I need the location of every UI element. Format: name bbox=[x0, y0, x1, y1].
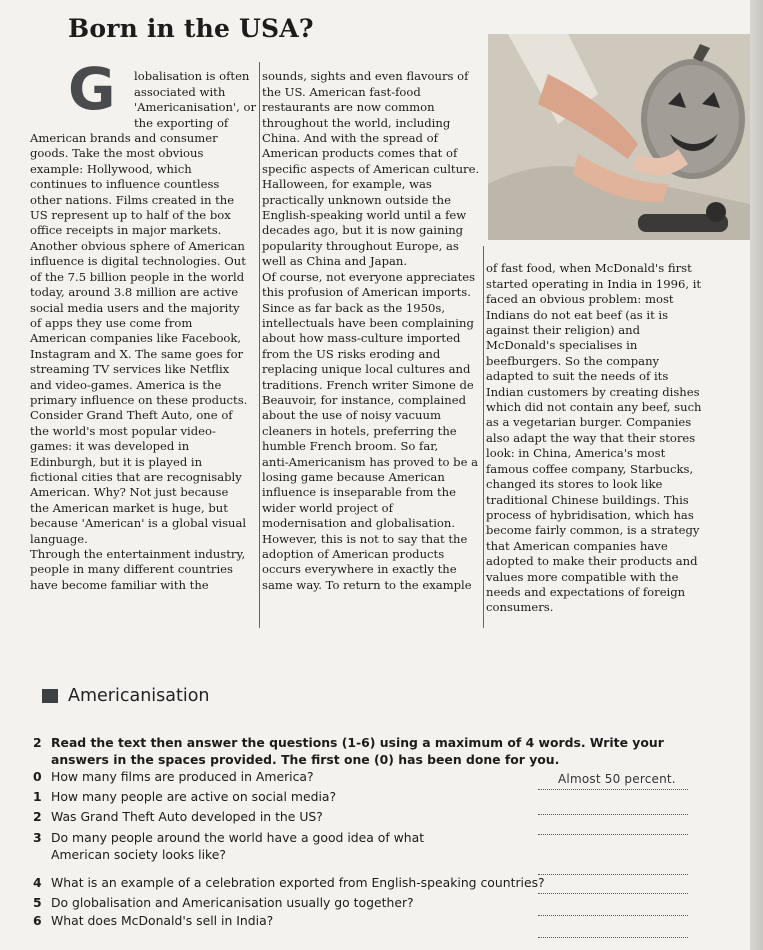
column-1-line: the American market is huge, but bbox=[30, 500, 228, 515]
column-1-line: office receipts in major markets. bbox=[30, 223, 222, 238]
column-1-line: social media users and the majority bbox=[30, 300, 240, 315]
question-text: Do many people around the world have a good idea of what American society looks like? bbox=[51, 830, 425, 862]
answer-field-6[interactable] bbox=[538, 920, 688, 938]
halloween-pumpkin-photo bbox=[488, 34, 750, 240]
question-number: 2 bbox=[33, 809, 42, 824]
article-title: Born in the USA? bbox=[68, 14, 314, 43]
question-text: How many films are produced in America? bbox=[51, 769, 314, 784]
column-1-line: American companies like Facebook, bbox=[30, 331, 242, 346]
question-text: What is an example of a celebration exported from English-speaking countries? bbox=[51, 875, 545, 890]
column-1-line: Consider Grand Theft Auto, one of bbox=[30, 408, 233, 423]
answer-field-5[interactable] bbox=[538, 898, 688, 916]
question-number: 3 bbox=[33, 830, 42, 845]
question-text: What does McDonald's sell in India? bbox=[51, 913, 274, 928]
question-text: Was Grand Theft Auto developed in the US? bbox=[51, 809, 323, 824]
column-1-line: of the 7.5 billion people in the world bbox=[30, 269, 245, 284]
question-number: 1 bbox=[33, 789, 42, 804]
article-column-1 bbox=[30, 54, 268, 609]
column-1-line: other nations. Films created in the bbox=[30, 192, 235, 207]
drop-cap: G bbox=[68, 55, 116, 123]
column-1-line: games: it was developed in bbox=[30, 439, 190, 454]
column-2-text: sounds, sights and even flavours of the US. American fast-food restaurants are now common throughout the world, including China. And with the spread of American products comes that of specific aspects of American culture. Halloween, for example, was practically unknown outside the English-speaking world until a few decades ago, but it is now gaining popularity throughout Europe, as well as China and Japan. Of course, not everyone appreciates this profusion of American imports. Since as far back as the 1950s, intellectuals have been complaining about how mass-culture imported from the US risks eroding and replacing unique local cultures and traditions. French writer Simone de Beauvoir, for instance, complained about the use of noisy vacuum cleaners in hotels, preferring the humble French broom. So far, anti-Americanism has proved to be a losing game because American influence is inseparable from the wider world project of modernisation and globalisation. However, this is not to say that the adoption of American products occurs everywhere in exactly the same way. To return to the example bbox=[262, 69, 480, 592]
column-1-line: because 'American' is a global visual bbox=[30, 516, 247, 531]
article-column-2 bbox=[262, 54, 486, 609]
column-1-line: have become familiar with the bbox=[30, 577, 209, 592]
question-number: 0 bbox=[33, 769, 42, 784]
column-1-line: primary influence on these products. bbox=[30, 392, 248, 407]
question-4 bbox=[33, 874, 553, 891]
column-1-line: lobalisation is often bbox=[134, 69, 250, 84]
question-text: How many people are active on social media? bbox=[51, 789, 337, 804]
task-instruction bbox=[33, 734, 693, 768]
column-divider-2 bbox=[483, 246, 484, 628]
question-5 bbox=[33, 894, 473, 911]
task-number: 2 bbox=[33, 735, 42, 750]
column-1-line: streaming TV services like Netflix bbox=[30, 362, 230, 377]
column-1-text bbox=[30, 69, 268, 593]
column-1-line: example: Hollywood, which bbox=[30, 161, 192, 176]
question-6 bbox=[33, 912, 473, 929]
column-1-line: American. Why? Not just because bbox=[30, 485, 229, 500]
column-1-line: language. bbox=[30, 531, 88, 546]
column-3-text: of fast food, when McDonald's first started operating in India in 1996, it faced an obvious problem: most Indians do not eat beef (as it is against their religion) and McDonald's specialises in beefburgers. So the company adapted to suit the needs of its Indian customers by creating dishes which did not contain any beef, such as a vegetarian burger. Companies also adapt the way that their stores look: in China, America's most famous coffee company, Starbucks, changed its stores to look like traditional Chinese buildings. This process of hybridisation, which has become fairly common, is a strategy that American companies have adopted to make their products and values more compatible with the needs and expectations of foreign consumers. bbox=[486, 261, 702, 615]
column-divider-1 bbox=[259, 62, 260, 628]
section-marker-icon bbox=[42, 689, 58, 703]
column-1-line: American brands and consumer bbox=[30, 131, 218, 146]
column-1-line: fictional cities that are recognisably bbox=[30, 469, 242, 484]
answer-field-0[interactable]: Almost 50 percent. bbox=[538, 772, 688, 790]
question-number: 4 bbox=[33, 875, 42, 890]
column-1-line: associated with bbox=[134, 84, 226, 99]
column-1-line: influence is digital technologies. Out bbox=[30, 254, 246, 269]
column-1-line: Another obvious sphere of American bbox=[30, 238, 245, 253]
answer-field-3[interactable] bbox=[538, 857, 688, 875]
answer-field-1[interactable] bbox=[538, 797, 688, 815]
column-1-line: Through the entertainment industry, bbox=[30, 547, 246, 561]
pumpkin-carving-illustration bbox=[488, 34, 750, 240]
column-1-line: and video-games. America is the bbox=[30, 377, 222, 392]
question-2 bbox=[33, 808, 473, 825]
answer-field-2[interactable] bbox=[538, 817, 688, 835]
task-instruction-text: Read the text then answer the questions (1-6) using a maximum of 4 words. Write your answers in the spaces provided. The first one (0) has been done for you. bbox=[51, 735, 664, 767]
answer-field-4[interactable] bbox=[538, 876, 688, 894]
column-1-line: the world's most popular video- bbox=[30, 423, 216, 438]
column-1-line: Edinburgh, but it is played in bbox=[30, 454, 203, 469]
question-number: 5 bbox=[33, 895, 42, 910]
question-number: 6 bbox=[33, 913, 42, 928]
question-0 bbox=[33, 768, 473, 785]
article-column-3 bbox=[486, 246, 711, 631]
column-1-line: people in many different countries bbox=[30, 562, 233, 577]
column-1-line: of apps they use come from bbox=[30, 315, 193, 330]
column-1-line: 'Americanisation', or bbox=[134, 100, 257, 115]
question-1 bbox=[33, 788, 473, 805]
column-1-line: continues to influence countless bbox=[30, 177, 220, 192]
column-1-line: the exporting of bbox=[134, 115, 229, 130]
column-1-line: US represent up to half of the box bbox=[30, 208, 231, 223]
column-1-line: Instagram and X. The same goes for bbox=[30, 346, 244, 361]
question-text: Do globalisation and Americanisation usually go together? bbox=[51, 895, 414, 910]
column-1-line: goods. Take the most obvious bbox=[30, 146, 204, 161]
column-1-line: today, around 3.8 million are active bbox=[30, 285, 239, 300]
question-3 bbox=[33, 829, 473, 863]
section-title: Americanisation bbox=[68, 686, 210, 706]
section-heading bbox=[42, 686, 210, 706]
page-edge bbox=[750, 0, 763, 950]
